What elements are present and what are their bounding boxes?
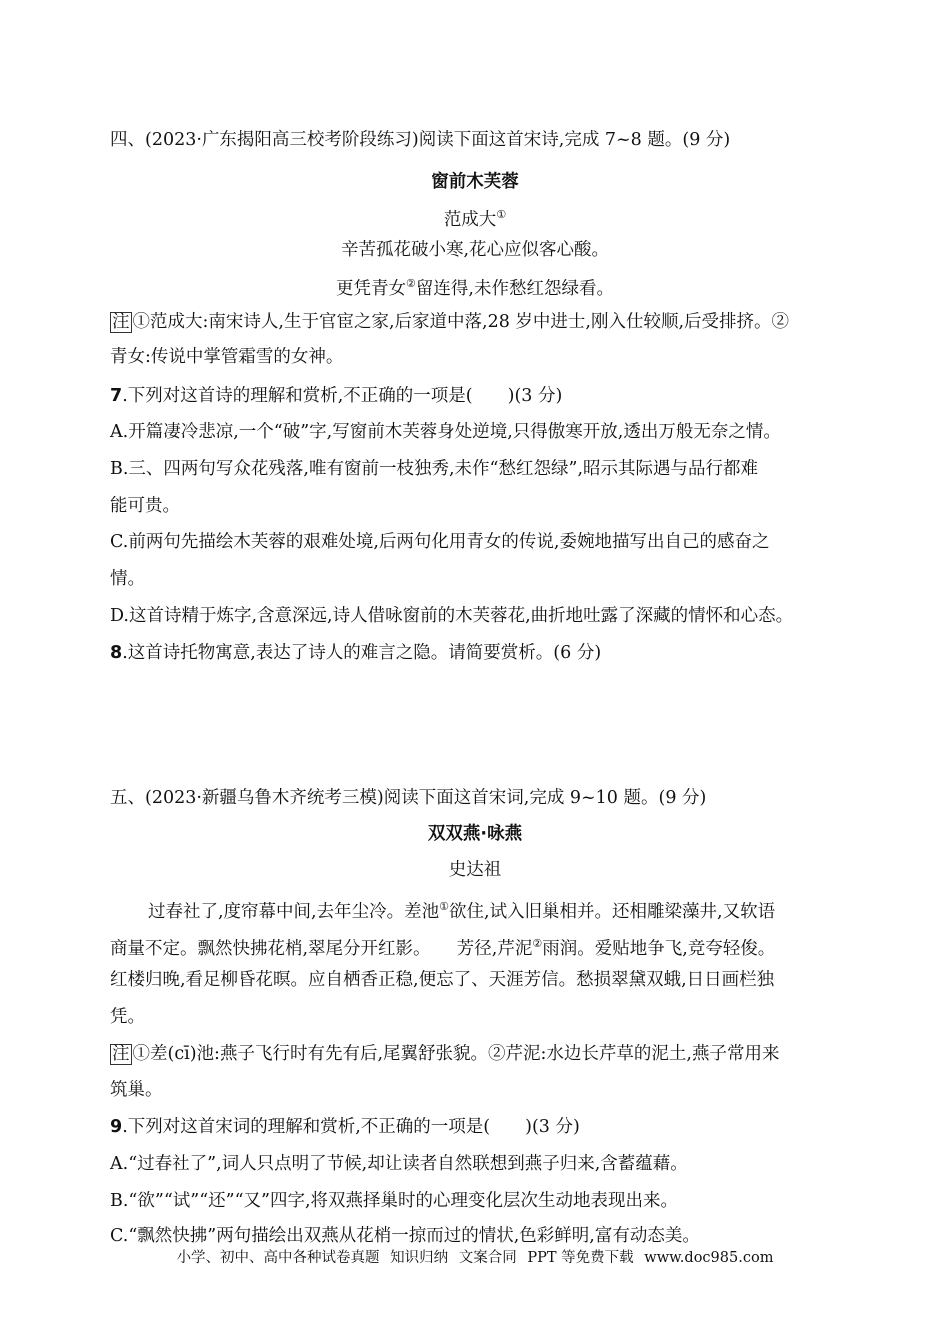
footer-item: 小学、初中、高中各种试卷真题 (176, 1250, 380, 1266)
question-7-option-c-line-2: 情。 (110, 569, 145, 589)
note-2-line-2: 筑巢。 (110, 1080, 163, 1100)
footer-banner (0, 1248, 950, 1268)
question-7-option-b-line-1: B.三、四两句写众花残落,唯有窗前一枝独秀,未作“愁红怨绿”,昭示其际遇与品行都难 (110, 459, 759, 479)
poem-title-1: 窗前木芙蓉 (431, 172, 519, 192)
note-1-line-1: 注 ①范成大:南宋诗人,生于官宦之家,后家道中落,28 岁中进士,刚入仕较顺,后受排挤。② (112, 312, 790, 332)
question-7-option-d: D.这首诗精于炼字,含意深远,诗人借咏窗前的木芙蓉花,曲折地吐露了深藏的情怀和心态。 (110, 606, 794, 626)
question-7-option-c-line-1: C.前两句先描绘木芙蓉的艰难处境,后两句化用青女的传说,委婉地描写出自己的感奋之 (110, 532, 770, 552)
ci-line-2: 商量不定。飘然快拂花梢,翠尾分开红影。 芳径,芹泥②雨润。爱贴地争飞,竞夸轻俊。 (110, 937, 776, 959)
poem-author-1: 范成大① (443, 208, 507, 230)
footer-item: 知识归纳 (390, 1250, 449, 1266)
question-9-option-a: A.“过春社了”,词人只点明了节候,却让读者自然联想到燕子归来,含蓄蕴藉。 (110, 1154, 688, 1174)
note-label: 注 (112, 312, 130, 332)
footer-item: PPT 等免费下载 (527, 1250, 634, 1266)
note-2-line-1: 注 ①差(cī)池:燕子飞行时有先有后,尾翼舒张貌。②芹泥:水边长芹草的泥土,燕子常用来 (112, 1044, 780, 1064)
question-7-option-b-line-2: 能可贵。 (110, 496, 180, 516)
question-7-option-a: A.开篇凄冷悲凉,一个“破”字,写窗前木芙蓉身处逆境,只得傲寒开放,透出万般无奈之情。 (110, 422, 781, 442)
question-9: 9.下列对这首宋词的理解和赏析,不正确的一项是( )(3 分) (110, 1117, 580, 1137)
section-4-heading: 四、(2023·广东揭阳高三校考阶段练习)阅读下面这首宋诗,完成 7~8 题。(9 分) (110, 130, 731, 150)
footer-item: 文案合同 (458, 1250, 517, 1266)
ci-line-3: 红楼归晚,看足柳昏花暝。应自栖香正稳,便忘了、天涯芳信。愁损翠黛双蛾,日日画栏独 (110, 970, 775, 990)
section-5-heading: 五、(2023·新疆乌鲁木齐统考三模)阅读下面这首宋词,完成 9~10 题。(9 分) (110, 788, 707, 808)
note-label: 注 (112, 1044, 130, 1064)
poem-verse-1: 辛苦孤花破小寒,花心应似客心酸。 (340, 240, 610, 260)
question-8: 8.这首诗托物寓意,表达了诗人的难言之隐。请简要赏析。(6 分) (110, 643, 602, 663)
ci-line-4: 凭。 (110, 1007, 145, 1027)
footer-link[interactable]: www.doc985.com (644, 1250, 774, 1266)
poem-verse-2: 更凭青女②留连得,未作愁红怨绿看。 (336, 277, 614, 299)
ci-line-1: 过春社了,度帘幕中间,去年尘冷。差池①欲住,试入旧巢相并。还相雕梁藻井,又软语 (148, 900, 776, 922)
question-9-option-c: C.“飘然快拂”两句描绘出双燕从花梢一掠而过的情状,色彩鲜明,富有动态美。 (110, 1226, 700, 1246)
question-9-option-b: B.“欲”“试”“还”“又”四字,将双燕择巢时的心理变化层次生动地表现出来。 (110, 1191, 679, 1211)
poem-author-2: 史达祖 (448, 860, 502, 880)
note-1-line-2: 青女:传说中掌管霜雪的女神。 (110, 347, 344, 367)
question-7: 7.下列对这首诗的理解和赏析,不正确的一项是( )(3 分) (110, 386, 563, 406)
poem-title-2: 双双燕·咏燕 (427, 824, 523, 844)
